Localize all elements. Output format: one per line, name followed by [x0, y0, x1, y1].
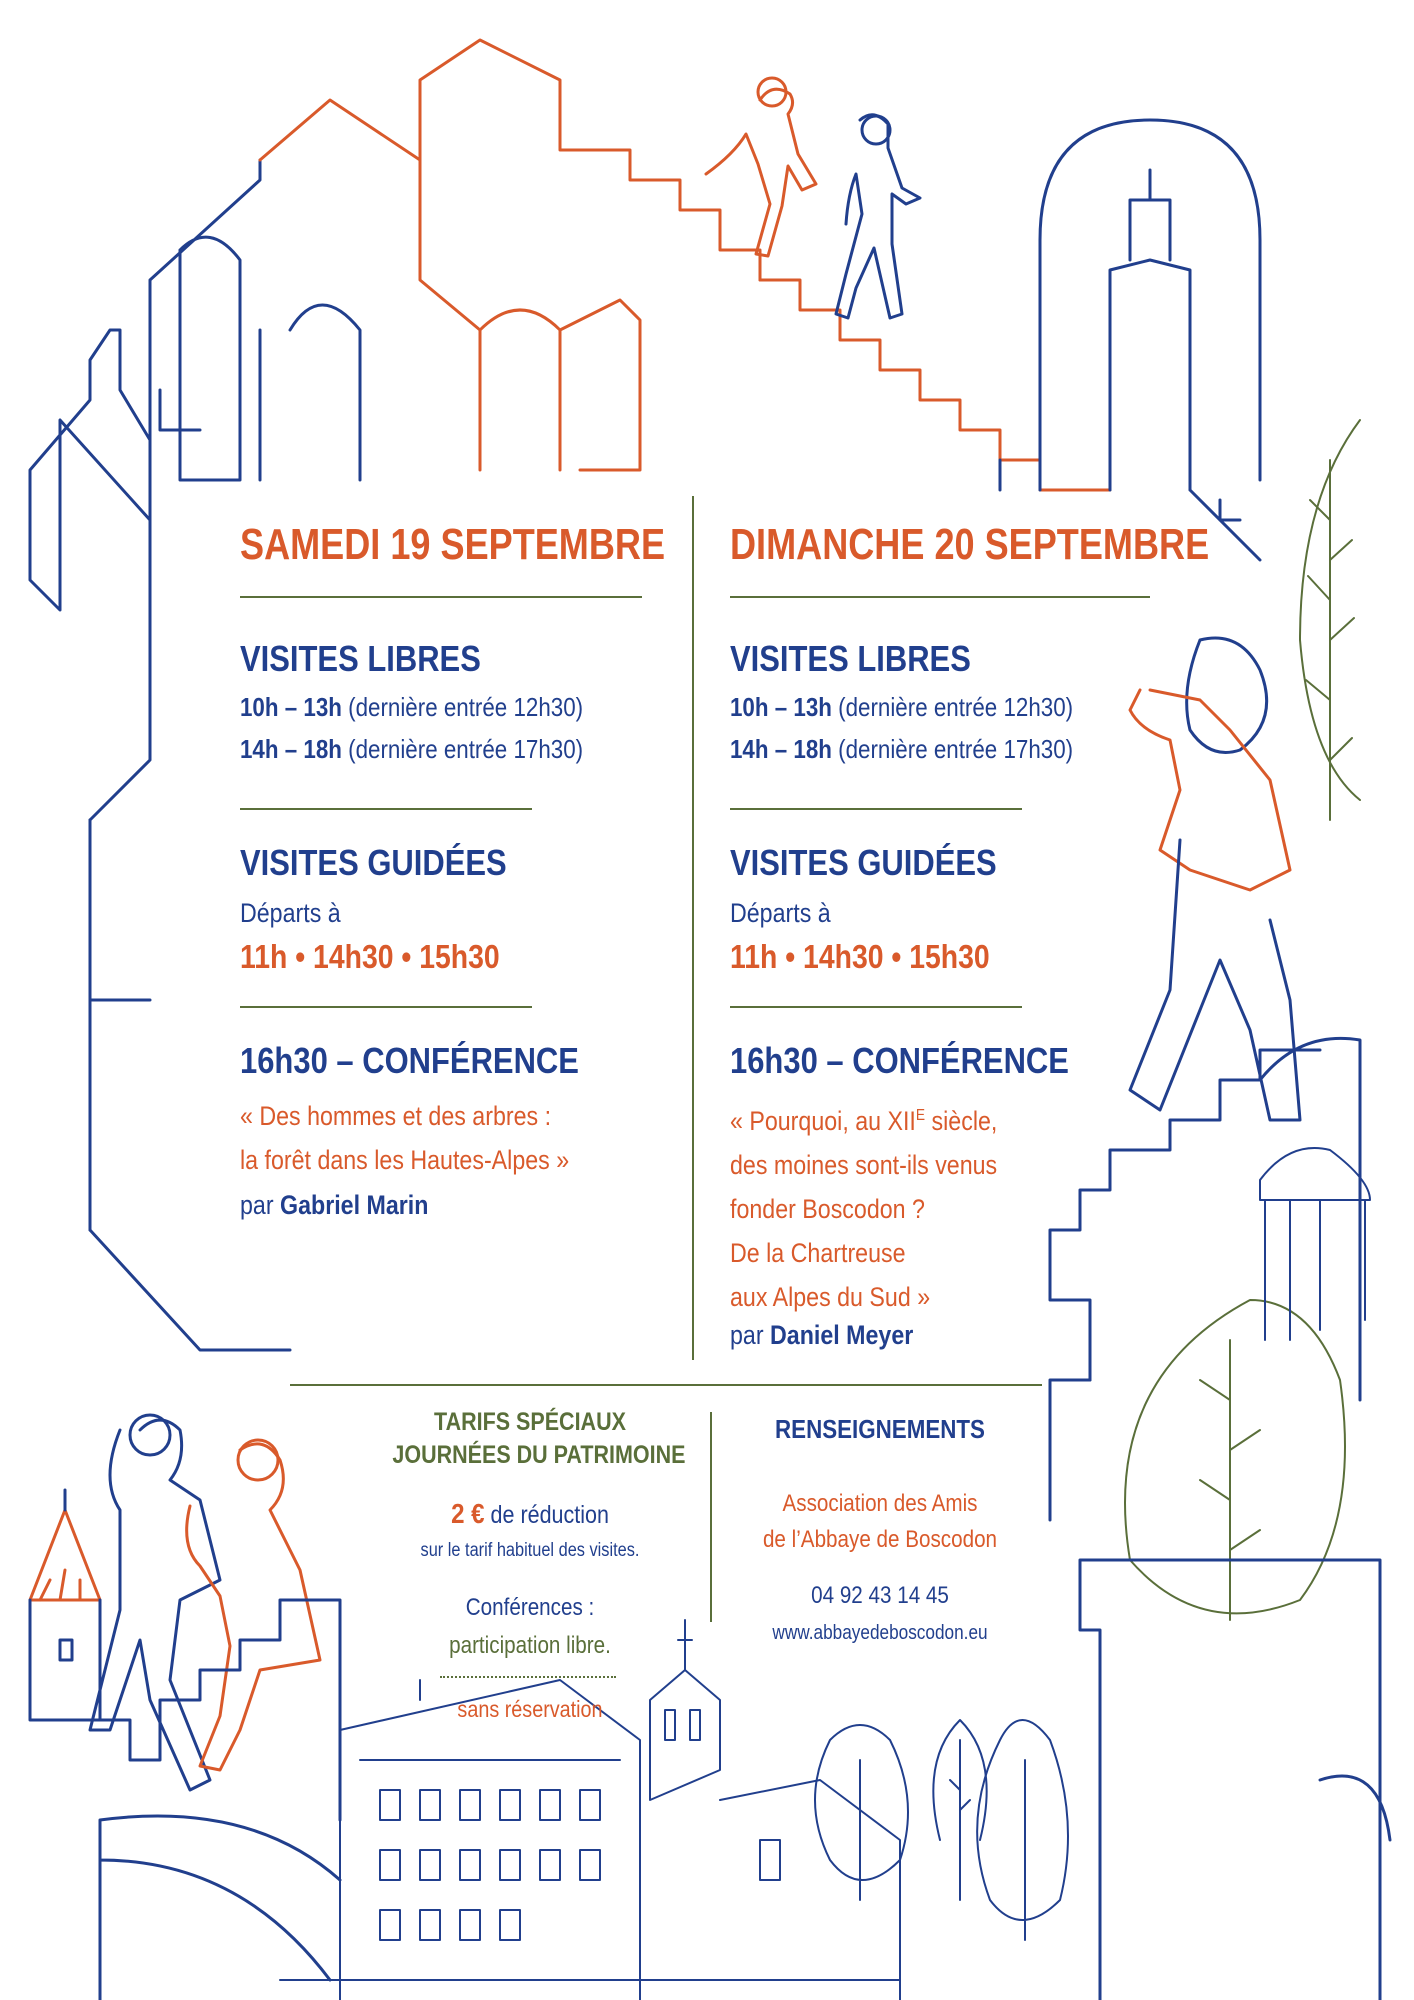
couple-climbing-illustration: [90, 1415, 320, 1790]
sunday-guided-block: [730, 842, 1040, 884]
tower-arch-illustration: [1000, 120, 1260, 560]
tarifs-conf-line-1: Conférences :: [465, 1594, 595, 1621]
sunday-date-rule: [730, 596, 1150, 598]
tarifs-dotted-rule: [440, 1676, 616, 1678]
saturday-free-1-time: 10h – 13h: [240, 692, 342, 722]
saturday-by: par: [240, 1190, 274, 1220]
info-top-rule: [290, 1384, 1042, 1386]
saturday-departs: Départs à: [240, 898, 341, 928]
saturday-speaker: Gabriel Marin: [280, 1190, 429, 1220]
saturday-conference-title: 16h30 – CONFÉRENCE: [240, 1040, 579, 1081]
saturday-free-rule: [240, 808, 532, 810]
saturday-free-1-note: (dernière entrée 12h30): [348, 692, 584, 722]
info-title: RENSEIGNEMENTS: [775, 1414, 985, 1444]
houses-top-illustration: [260, 40, 760, 470]
tarifs-title-1: TARIFS SPÉCIAUX: [434, 1408, 626, 1436]
saturday-free-2-note: (dernière entrée 17h30): [348, 734, 584, 764]
sunday-free-rule: [730, 808, 1022, 810]
sunday-conf-line-3: fonder Boscodon ?: [730, 1194, 925, 1224]
tarifs-conf-line-2: participation libre.: [449, 1632, 611, 1659]
staircase-illustration: [760, 280, 1110, 490]
tarifs-amount-line: [370, 1498, 690, 1530]
sunday-guided-title: VISITES GUIDÉES: [730, 842, 997, 883]
saturday-date-rule: [240, 596, 642, 598]
info-divider: [710, 1412, 712, 1622]
sunday-conference-title: 16h30 – CONFÉRENCE: [730, 1040, 1069, 1081]
tarifs-block: [370, 1408, 690, 1470]
sunday-speaker-line: [730, 1320, 943, 1351]
saturday-free-title: VISITES LIBRES: [240, 638, 481, 679]
column-divider: [692, 496, 694, 1360]
sunday-conf-line-2: des moines sont-ils venus: [730, 1150, 998, 1180]
sunday-by: par: [730, 1320, 764, 1350]
saturday-guided-title: VISITES GUIDÉES: [240, 842, 507, 883]
saturday-conf-line-2: la forêt dans les Hautes-Alpes »: [240, 1145, 570, 1175]
tarifs-amount: 2 €: [451, 1498, 485, 1529]
saturday-guided-times: 11h • 14h30 • 15h30: [240, 938, 500, 975]
info-web-line: [720, 1622, 1040, 1645]
woman-looking-illustration: [1130, 638, 1300, 1120]
sunday-free-line-2: [730, 734, 1129, 765]
info-web: www.abbayedeboscodon.eu: [772, 1622, 988, 1644]
sunday-free-block: [730, 638, 1010, 680]
saturday-free-line-2: [240, 734, 639, 765]
saturday-speaker-line: [240, 1190, 459, 1221]
sunday-free-2-note: (dernière entrée 17h30): [838, 734, 1074, 764]
tarifs-amount-rest: de réduction: [490, 1501, 609, 1529]
saturday-date: SAMEDI 19 SEPTEMBRE: [240, 520, 666, 569]
trees-illustration: [1125, 420, 1360, 1620]
saturday-guided-block: [240, 842, 550, 884]
info-phone-line: [720, 1582, 1040, 1610]
saturday-conference-quote: [240, 1094, 623, 1182]
info-org-line-2: de l’Abbaye de Boscodon: [762, 1526, 998, 1553]
tarifs-title-2: JOURNÉES DU PATRIMOINE: [392, 1441, 686, 1469]
sunday-conf-line-4: De la Chartreuse: [730, 1238, 906, 1268]
info-phone: 04 92 43 14 45: [811, 1582, 949, 1609]
saturday-free-2-time: 14h – 18h: [240, 734, 342, 764]
tarifs-note-line: [370, 1540, 690, 1562]
sunday-date: DIMANCHE 20 SEPTEMBRE: [730, 520, 1210, 569]
sunday-speaker: Daniel Meyer: [770, 1320, 914, 1350]
saturday-free-block: [240, 638, 520, 680]
info-org-line-1: Association des Amis: [782, 1490, 978, 1517]
sunday-departs: Départs à: [730, 898, 831, 928]
saturday-conf-line-1: « Des hommes et des arbres :: [240, 1101, 552, 1131]
sunday-conference-quote: [730, 1094, 1041, 1319]
info-block: [720, 1414, 1040, 1445]
sunday-free-1-note: (dernière entrée 12h30): [838, 692, 1074, 722]
sunday-free-2-time: 14h – 18h: [730, 734, 832, 764]
sunday-conf-line-5: aux Alpes du Sud »: [730, 1282, 931, 1312]
sunday-free-line-1: [730, 692, 1129, 723]
sunday-guided-times: 11h • 14h30 • 15h30: [730, 938, 990, 975]
sunday-free-1-time: 10h – 13h: [730, 692, 832, 722]
sunday-conference-block: [730, 1040, 1124, 1082]
saturday-guided-rule: [240, 1006, 532, 1008]
sunday-guided-rule: [730, 1006, 1022, 1008]
sunday-column: [730, 520, 1314, 570]
staircase-people-illustration: [706, 78, 920, 318]
tarifs-note: sur le tarif habituel des visites.: [420, 1540, 640, 1561]
sunday-conf-line-1: « Pourquoi, au $XII^E$ siècle,: [730, 1106, 998, 1136]
saturday-conference-block: [240, 1040, 634, 1082]
sunday-free-title: VISITES LIBRES: [730, 638, 971, 679]
saturday-free-line-1: [240, 692, 639, 723]
tarifs-no-booking-line: sans réservation: [457, 1696, 603, 1722]
